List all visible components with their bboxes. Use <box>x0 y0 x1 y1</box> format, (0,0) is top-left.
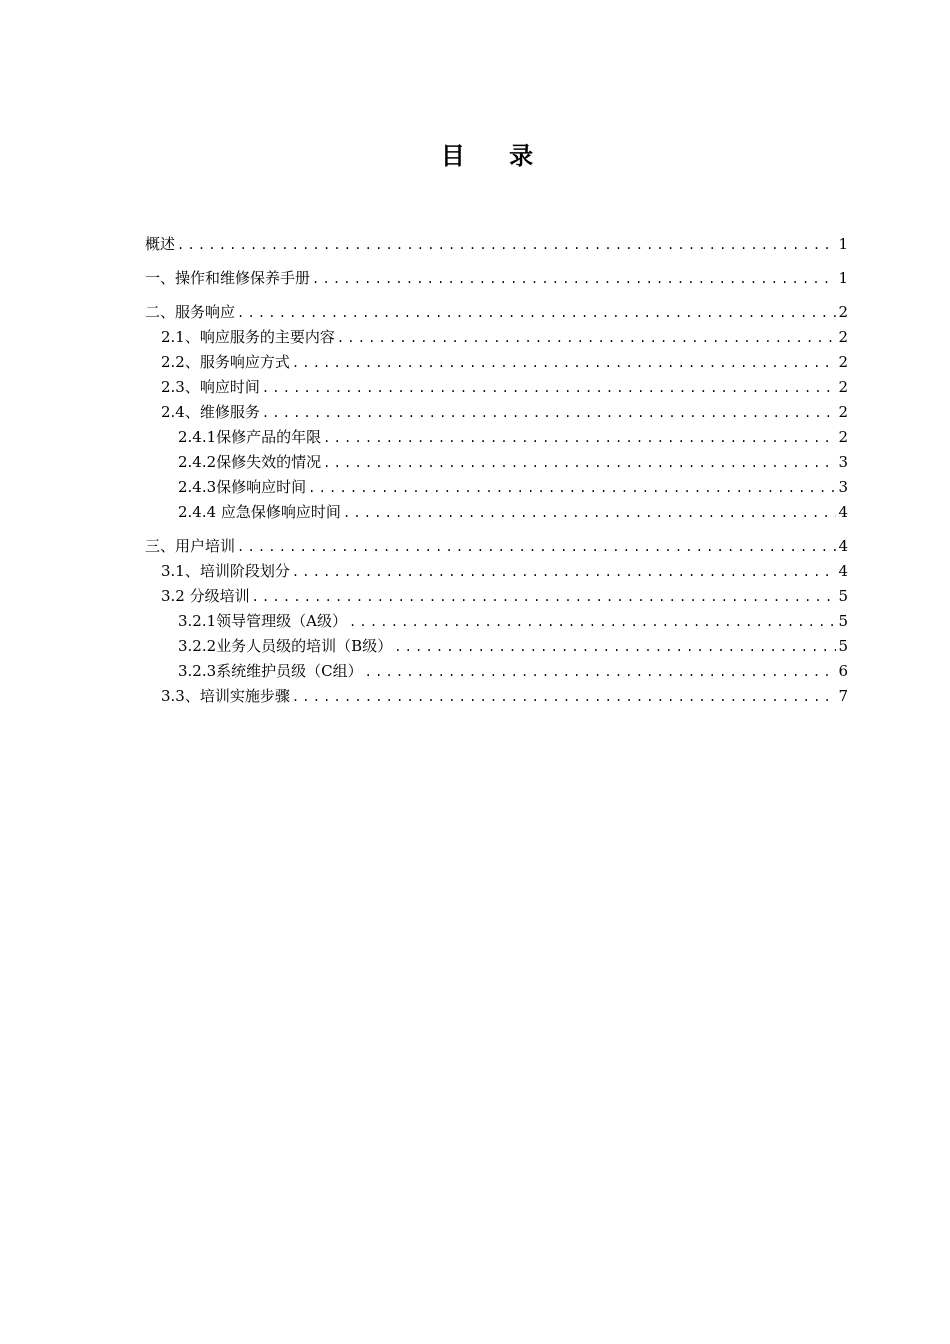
toc-entry[interactable] <box>145 300 848 325</box>
toc-page-number: 2 <box>838 403 848 421</box>
toc-page-number: 4 <box>838 503 848 521</box>
toc-leader-dots <box>292 351 837 376</box>
toc-leader-dots <box>177 233 836 258</box>
toc-entry[interactable] <box>145 609 848 634</box>
toc-leader-dots <box>252 585 837 610</box>
toc-entry-label: 3.2.3系统维护员级（C组） <box>178 662 363 680</box>
toc-page-number: 2 <box>838 353 848 371</box>
toc-title: 目 录 <box>440 142 552 170</box>
toc-leader-dots <box>262 376 837 401</box>
toc-entry-label: 2.4.1保修产品的年限 <box>178 428 322 446</box>
toc-page-number: 3 <box>838 478 848 496</box>
toc-page-number: 7 <box>838 687 848 705</box>
toc-entry-label: 3.2 分级培训 <box>161 587 250 605</box>
toc-leader-dots <box>337 326 837 351</box>
toc-entry[interactable] <box>145 350 848 375</box>
toc-entry-label: 二、服务响应 <box>145 303 236 321</box>
toc-entry-label: 概述 <box>145 235 176 253</box>
toc-entry[interactable] <box>145 450 848 475</box>
toc-entry[interactable] <box>145 534 848 559</box>
toc-entry[interactable] <box>145 232 848 257</box>
toc-entry-label: 3.3、培训实施步骤 <box>161 687 290 705</box>
toc-entry-label: 三、用户培训 <box>145 537 236 555</box>
toc-leader-dots <box>323 426 836 451</box>
toc-page-number: 4 <box>838 537 848 555</box>
toc-page-number: 5 <box>838 637 848 655</box>
toc-leader-dots <box>365 660 837 685</box>
toc-entry[interactable] <box>145 559 848 584</box>
toc-page-number: 3 <box>838 453 848 471</box>
toc-leader-dots <box>237 535 836 560</box>
toc-leader-dots <box>237 301 836 326</box>
toc-entry[interactable] <box>145 475 848 500</box>
toc-entry[interactable] <box>145 634 848 659</box>
toc-leader-dots <box>292 560 837 585</box>
toc-page-number: 2 <box>838 303 848 321</box>
toc-page-number: 2 <box>838 328 848 346</box>
toc-page-number: 2 <box>838 378 848 396</box>
toc-entry-label: 2.4、维修服务 <box>161 403 260 421</box>
toc-page-number: 5 <box>838 587 848 605</box>
toc-list <box>145 232 848 709</box>
toc-entry[interactable] <box>145 584 848 609</box>
toc-entry[interactable] <box>145 659 848 684</box>
toc-entry-label: 2.3、响应时间 <box>161 378 260 396</box>
toc-entry-label: 一、操作和维修保养手册 <box>145 269 311 287</box>
toc-entry-label: 2.4.2保修失效的情况 <box>178 453 322 471</box>
toc-entry[interactable] <box>145 266 848 291</box>
toc-leader-dots <box>312 267 836 292</box>
toc-entry-label: 3.2.1领导管理级（A级） <box>178 612 347 630</box>
toc-leader-dots <box>349 610 836 635</box>
toc-entry-label: 2.2、服务响应方式 <box>161 353 290 371</box>
toc-page-number: 5 <box>838 612 848 630</box>
toc-entry[interactable] <box>145 425 848 450</box>
toc-entry[interactable] <box>145 325 848 350</box>
toc-entry-label: 2.4.3保修响应时间 <box>178 478 307 496</box>
toc-entry-label: 2.4.4 应急保修响应时间 <box>178 503 341 521</box>
toc-page-number: 4 <box>838 562 848 580</box>
toc-page-number: 1 <box>838 269 848 287</box>
toc-page-number: 2 <box>838 428 848 446</box>
toc-leader-dots <box>308 476 836 501</box>
toc-leader-dots <box>292 685 837 710</box>
toc-leader-dots <box>262 401 837 426</box>
toc-entry[interactable] <box>145 684 848 709</box>
toc-leader-dots <box>343 501 837 526</box>
toc-entry-label: 3.1、培训阶段划分 <box>161 562 290 580</box>
toc-page-number: 1 <box>838 235 848 253</box>
toc-entry[interactable] <box>145 400 848 425</box>
toc-entry-label: 3.2.2业务人员级的培训（B级） <box>178 637 393 655</box>
toc-entry[interactable] <box>145 500 848 525</box>
toc-leader-dots <box>394 635 836 660</box>
toc-leader-dots <box>323 451 836 476</box>
toc-entry[interactable] <box>145 375 848 400</box>
toc-page-number: 6 <box>838 662 848 680</box>
toc-entry-label: 2.1、响应服务的主要内容 <box>161 328 335 346</box>
